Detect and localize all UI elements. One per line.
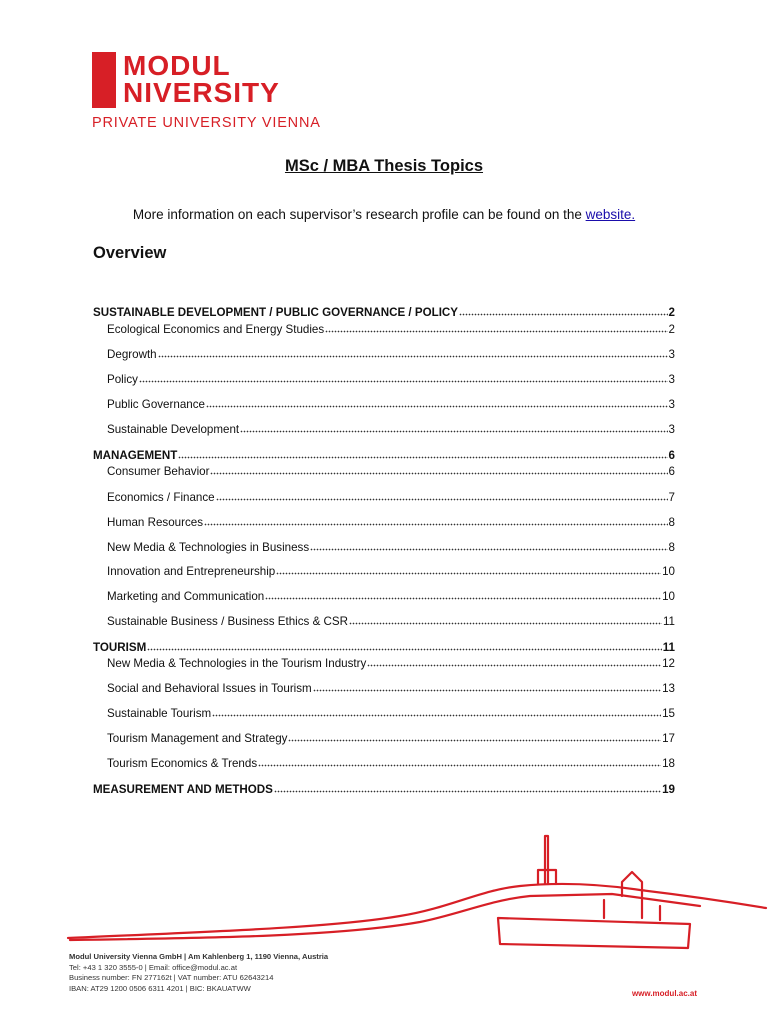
toc-page-number: 3 [668, 423, 675, 436]
toc-leader-dots [139, 369, 668, 383]
toc-entry-label: MEASUREMENT AND METHODS [93, 783, 273, 796]
toc-page-number: 6 [668, 449, 675, 462]
toc-leader-dots [310, 537, 667, 551]
toc-subsection-entry[interactable] [107, 611, 675, 627]
toc-entry-label: Consumer Behavior [107, 465, 210, 478]
toc-subsection-entry[interactable] [107, 703, 675, 719]
toc-leader-dots [212, 703, 661, 717]
toc-page-number: 10 [662, 590, 675, 603]
toc-entry-label: Innovation and Entrepreneurship [107, 565, 276, 578]
toc-page-number: 17 [662, 732, 675, 745]
toc-leader-dots [288, 728, 661, 742]
toc-subsection-entry[interactable] [107, 586, 675, 602]
toc-page-number: 7 [668, 491, 675, 504]
toc-page-number: 2 [668, 306, 675, 319]
toc-entry-label: TOURISM [93, 641, 147, 654]
toc-leader-dots [204, 512, 668, 526]
intro-paragraph [0, 207, 768, 222]
toc-page-number: 11 [662, 641, 675, 654]
toc-entry-label: MANAGEMENT [93, 449, 178, 462]
toc-page-number: 8 [668, 541, 675, 554]
toc-subsection-entry[interactable] [107, 344, 675, 360]
toc-subsection-entry[interactable] [107, 487, 675, 503]
toc-subsection-entry[interactable] [107, 728, 675, 744]
toc-entry-label: New Media & Technologies in Business [107, 541, 310, 554]
toc-entry-label: Social and Behavioral Issues in Tourism [107, 682, 312, 695]
university-logo [92, 52, 354, 132]
footer-phone-email: Tel: +43 1 320 3555-0 | Email: office@modul.ac.at [69, 962, 238, 972]
footer-contact [69, 952, 328, 994]
toc-leader-dots [210, 461, 667, 475]
toc-page-number: 11 [662, 615, 675, 628]
toc-page-number: 15 [662, 707, 675, 720]
footer-address: Modul University Vienna GmbH | Am Kahlenberg 1, 1190 Vienna, Austria [69, 952, 329, 961]
toc-entry-label: Tourism Management and Strategy [107, 732, 288, 745]
toc-leader-dots [367, 653, 661, 667]
toc-page-number: 8 [668, 516, 675, 529]
toc-leader-dots [459, 302, 668, 316]
toc-subsection-entry[interactable] [107, 537, 675, 553]
toc-page-number: 3 [668, 348, 675, 361]
toc-leader-dots [206, 394, 668, 408]
toc-entry-label: Public Governance [107, 398, 205, 411]
toc-entry-label: Economics / Finance [107, 491, 215, 504]
toc-page-number: 12 [662, 657, 675, 670]
footer-bank-details: IBAN: AT29 1200 0506 6311 4201 | BIC: BKAUATWW [69, 983, 251, 993]
toc-page-number: 19 [662, 783, 675, 796]
toc-subsection-entry[interactable] [107, 319, 675, 335]
toc-subsection-entry[interactable] [107, 419, 675, 435]
toc-leader-dots [276, 561, 661, 575]
logo-line-2: NIVERSITY [123, 77, 280, 108]
toc-entry-label: Policy [107, 373, 138, 386]
toc-page-number: 13 [662, 682, 675, 695]
toc-leader-dots [158, 344, 668, 358]
logo-u-block [92, 52, 116, 108]
toc-entry-label: New Media & Technologies in the Tourism Industry [107, 657, 367, 670]
logo-line-1: MODUL [123, 50, 231, 81]
toc-leader-dots [325, 319, 667, 333]
toc-entry-label: Sustainable Business / Business Ethics & CSR [107, 615, 349, 628]
footer-website[interactable]: www.modul.ac.at [631, 989, 697, 998]
toc-section-entry[interactable] [93, 637, 675, 653]
toc-page-number: 2 [668, 323, 675, 336]
toc-entry-label: Marketing and Communication [107, 590, 265, 603]
toc-entry-label: Ecological Economics and Energy Studies [107, 323, 325, 336]
kahlenberg-skyline-graphic [0, 820, 768, 960]
toc-leader-dots [147, 637, 661, 651]
toc-section-entry[interactable] [93, 302, 675, 318]
toc-page-number: 18 [662, 757, 675, 770]
toc-subsection-entry[interactable] [107, 461, 675, 477]
logo-subtitle: PRIVATE UNIVERSITY VIENNA [92, 115, 321, 131]
toc-entry-label: Degrowth [107, 348, 157, 361]
toc-leader-dots [178, 445, 667, 459]
toc-subsection-entry[interactable] [107, 394, 675, 410]
document-title: MSc / MBA Thesis Topics [284, 157, 484, 175]
toc-subsection-entry[interactable] [107, 561, 675, 577]
toc-leader-dots [349, 611, 662, 625]
toc-section-entry[interactable] [93, 779, 675, 795]
toc-leader-dots [313, 678, 661, 692]
toc-leader-dots [274, 779, 661, 793]
toc-page-number: 3 [668, 398, 675, 411]
toc-leader-dots [216, 487, 668, 501]
toc-entry-label: Sustainable Tourism [107, 707, 212, 720]
intro-text: More information on each supervisor’s research profile can be found on the [132, 207, 586, 222]
toc-subsection-entry[interactable] [107, 753, 675, 769]
toc-entry-label: Sustainable Development [107, 423, 240, 436]
footer-business-number: Business number: FN 277162t | VAT number: ATU 62643214 [69, 973, 274, 983]
toc-page-number: 3 [668, 373, 675, 386]
toc-subsection-entry[interactable] [107, 653, 675, 669]
toc-subsection-entry[interactable] [107, 512, 675, 528]
toc-leader-dots [240, 419, 667, 433]
toc-page-number: 10 [662, 565, 675, 578]
toc-subsection-entry[interactable] [107, 678, 675, 694]
toc-section-entry[interactable] [93, 445, 675, 461]
toc-page-number: 6 [668, 465, 675, 478]
toc-leader-dots [258, 753, 661, 767]
toc-leader-dots [265, 586, 661, 600]
toc-entry-label: Human Resources [107, 516, 204, 529]
toc-entry-label: SUSTAINABLE DEVELOPMENT / PUBLIC GOVERNANCE / POLICY [93, 306, 459, 319]
toc-subsection-entry[interactable] [107, 369, 675, 385]
overview-heading: Overview [93, 244, 167, 262]
website-link[interactable]: website. [585, 207, 636, 222]
toc-entry-label: Tourism Economics & Trends [107, 757, 258, 770]
